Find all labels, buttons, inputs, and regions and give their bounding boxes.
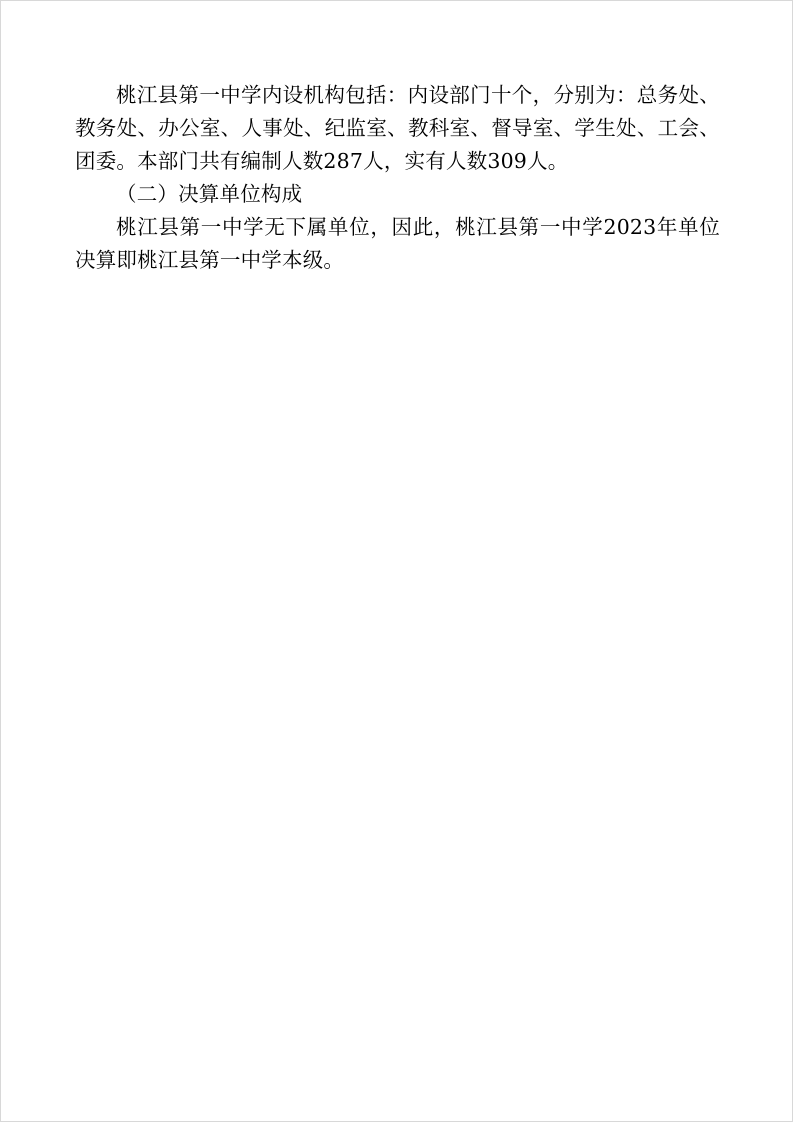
page-content-area bbox=[1, 1, 793, 277]
paragraph-no-subordinate-units: 桃江县第一中学无下属单位，因此，桃江县第一中学2023年单位决算即桃江县第一中学本级。 bbox=[75, 215, 720, 272]
heading-final-account-unit-composition: （二）决算单位构成 bbox=[116, 182, 303, 206]
paragraph-internal-organizations: 桃江县第一中学内设机构包括：内设部门十个，分别为：总务处、教务处、办公室、人事处、纪监室、教科室、督导室、学生处、工会、团委。本部门共有编制人数287人，实有人数309人。 bbox=[75, 83, 720, 173]
